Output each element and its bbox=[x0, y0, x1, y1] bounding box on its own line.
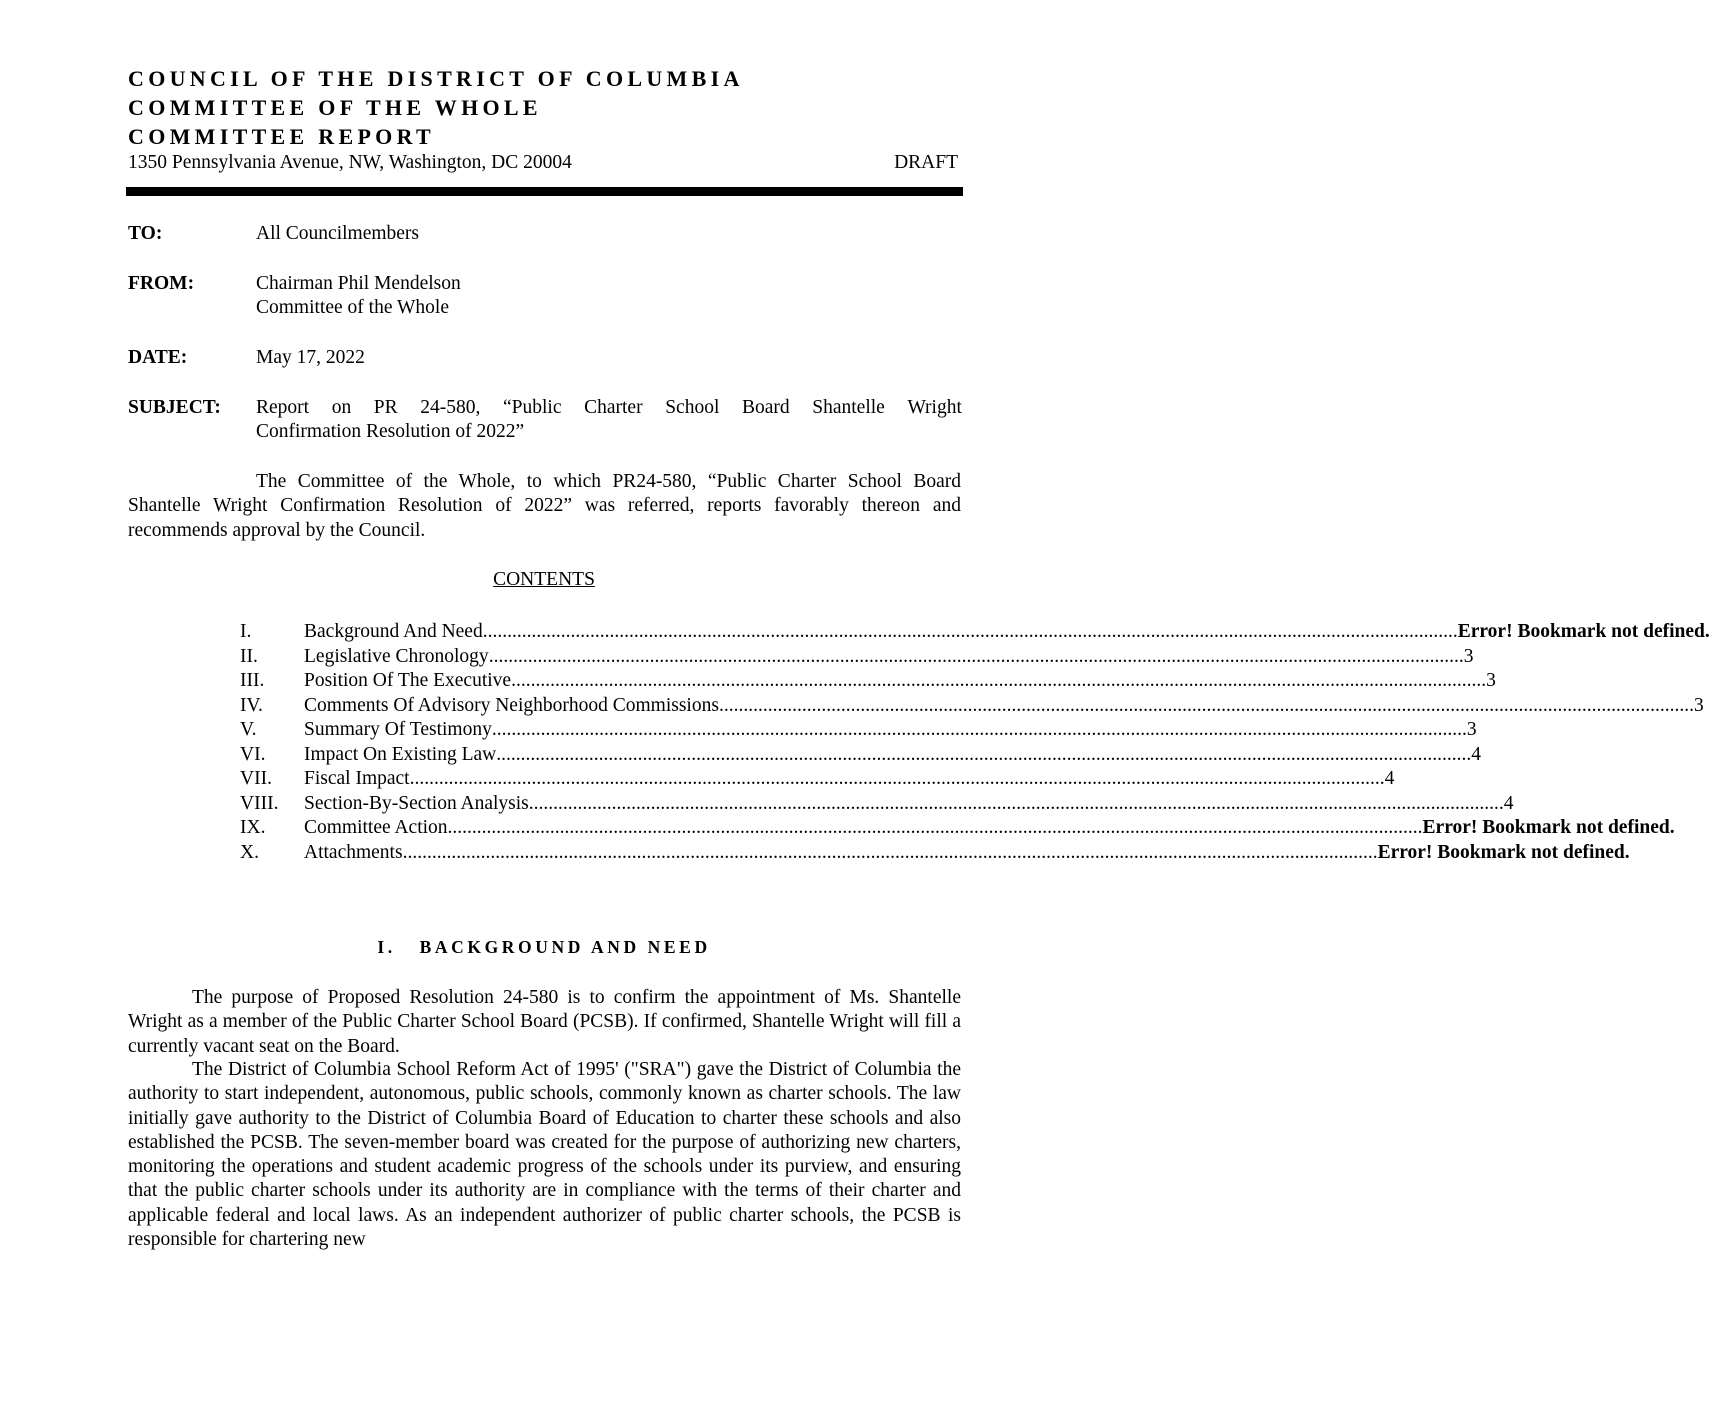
toc-item[interactable] bbox=[240, 694, 1704, 719]
toc-page: 4 bbox=[1503, 792, 1514, 814]
toc-title: Section-By-Section Analysis bbox=[304, 792, 529, 814]
subject-word: PR bbox=[373, 397, 398, 418]
toc-item[interactable] bbox=[240, 792, 1514, 817]
toc-number: V. bbox=[240, 719, 257, 740]
toc-leader: ........................................................................................................................................................................................................ bbox=[402, 841, 1378, 863]
from-line-1: Chairman Phil Mendelson bbox=[256, 273, 461, 294]
toc-title: Committee Action bbox=[304, 817, 448, 838]
subject-value bbox=[256, 396, 962, 444]
subject-word: Board bbox=[741, 397, 790, 418]
from-value bbox=[256, 272, 962, 320]
toc-item[interactable] bbox=[240, 620, 1710, 645]
subject-word: School bbox=[665, 397, 720, 418]
draft-label: DRAFT bbox=[894, 152, 958, 173]
toc-number: IX. bbox=[240, 817, 266, 838]
subject-word: “Public bbox=[503, 397, 562, 418]
subject-word: Report bbox=[256, 397, 310, 418]
toc-page: 4 bbox=[1384, 768, 1395, 789]
council-title: COUNCIL OF THE DISTRICT OF COLUMBIA bbox=[128, 66, 744, 91]
subject-word: Wright bbox=[907, 397, 962, 418]
toc-title: Comments Of Advisory Neighborhood Commissions bbox=[304, 694, 719, 716]
subject-word: Shantelle bbox=[812, 397, 885, 418]
table-of-contents bbox=[240, 620, 1710, 865]
toc-item[interactable] bbox=[240, 718, 1477, 743]
intro-paragraph: The Committee of the Whole, to which PR24-580, “Public Charter School Board Shantelle Wright Confirmation Resolution of 2022” was referred, reports favorably thereon and recommends approval by the Council. bbox=[128, 471, 961, 541]
toc-leader: ........................................................................................................................................................................................................ bbox=[496, 743, 1472, 765]
toc-leader: ........................................................................................................................................................................................................ bbox=[718, 694, 1694, 716]
toc-number: VII. bbox=[240, 768, 272, 789]
toc-title: Fiscal Impact bbox=[304, 768, 410, 789]
toc-page: Error! Bookmark not defined. bbox=[1457, 621, 1710, 642]
toc-number: VIII. bbox=[240, 792, 279, 814]
report-title: COMMITTEE REPORT bbox=[128, 124, 435, 149]
toc-page: 4 bbox=[1471, 743, 1481, 765]
toc-number: X. bbox=[240, 841, 259, 863]
to-value: All Councilmembers bbox=[256, 223, 420, 244]
section-heading: I. BACKGROUND AND NEED bbox=[377, 937, 711, 957]
address-text: 1350 Pennsylvania Avenue, NW, Washington, DC 20004 bbox=[128, 152, 572, 173]
toc-title: Background And Need bbox=[304, 621, 483, 642]
toc-page: Error! Bookmark not defined. bbox=[1377, 841, 1630, 863]
toc-number: IV. bbox=[240, 694, 263, 716]
date-value: May 17, 2022 bbox=[256, 347, 365, 368]
toc-page: 3 bbox=[1486, 670, 1496, 691]
toc-item[interactable] bbox=[240, 669, 1496, 694]
toc-leader: ........................................................................................................................................................................................................ bbox=[409, 768, 1385, 789]
contents-title: CONTENTS bbox=[493, 569, 595, 590]
toc-item[interactable] bbox=[240, 645, 1474, 670]
from-label: FROM: bbox=[128, 273, 195, 294]
toc-number: I. bbox=[240, 621, 252, 642]
toc-number: VI. bbox=[240, 743, 266, 765]
subject-line-1 bbox=[256, 396, 962, 420]
background-paragraph-1: The purpose of Proposed Resolution 24-580 is to confirm the appointment of Ms. Shantelle Wright as a member of the Public Charter School Board (PCSB). If confirmed, Shantelle Wright will fill a currently vacant seat on the Board. bbox=[128, 987, 961, 1057]
subject-label: SUBJECT: bbox=[128, 397, 221, 418]
toc-page: 3 bbox=[1466, 719, 1477, 740]
toc-item[interactable] bbox=[240, 816, 1675, 841]
toc-number: II. bbox=[240, 645, 258, 667]
toc-number: III. bbox=[240, 670, 265, 691]
committee-title: COMMITTEE OF THE WHOLE bbox=[128, 95, 542, 120]
toc-item[interactable] bbox=[240, 841, 1630, 866]
to-label: TO: bbox=[128, 223, 163, 244]
toc-leader: ........................................................................................................................................................................................................ bbox=[528, 792, 1504, 814]
toc-page: 3 bbox=[1463, 645, 1474, 667]
subject-word: 24-580, bbox=[420, 397, 481, 418]
address-line bbox=[128, 153, 960, 173]
toc-title: Summary Of Testimony bbox=[304, 719, 492, 740]
toc-leader: ........................................................................................................................................................................................................ bbox=[491, 719, 1467, 740]
toc-leader: ........................................................................................................................................................................................................ bbox=[488, 645, 1464, 667]
toc-leader: ........................................................................................................................................................................................................ bbox=[447, 817, 1423, 838]
toc-title: Attachments bbox=[304, 841, 403, 863]
toc-leader: ........................................................................................................................................................................................................ bbox=[482, 621, 1458, 642]
toc-leader: ........................................................................................................................................................................................................ bbox=[511, 670, 1487, 691]
toc-item[interactable] bbox=[240, 743, 1481, 768]
toc-page: 3 bbox=[1693, 694, 1704, 716]
subject-word: on bbox=[331, 397, 352, 418]
background-paragraph-2: The District of Columbia School Reform Act of 1995' ("SRA") gave the District of Columbia the authority to start independent, autonomous, public schools, commonly known as charter schools. The law initially gave authority to the District of Columbia Board of Education to charter these schools and also established the PCSB. The seven-member board was created for the purpose of authorizing new charters, monitoring the operations and student academic progress of the schools under its purview, and ensuring that the public charter schools under its authority are in compliance with the terms of their charter and applicable federal and local laws. As an independent authorizer of public charter schools, the PCSB is responsible for chartering new bbox=[128, 1059, 961, 1251]
header-rule bbox=[126, 187, 963, 196]
subject-line-2: Confirmation Resolution of 2022” bbox=[256, 421, 525, 442]
date-label: DATE: bbox=[128, 347, 188, 368]
subject-word: Charter bbox=[584, 397, 643, 418]
toc-page: Error! Bookmark not defined. bbox=[1422, 817, 1675, 838]
toc-title: Legislative Chronology bbox=[304, 645, 489, 667]
toc-item[interactable] bbox=[240, 767, 1395, 792]
from-line-2: Committee of the Whole bbox=[256, 297, 449, 318]
toc-title: Position Of The Executive bbox=[304, 670, 512, 691]
toc-title: Impact On Existing Law bbox=[304, 743, 497, 765]
